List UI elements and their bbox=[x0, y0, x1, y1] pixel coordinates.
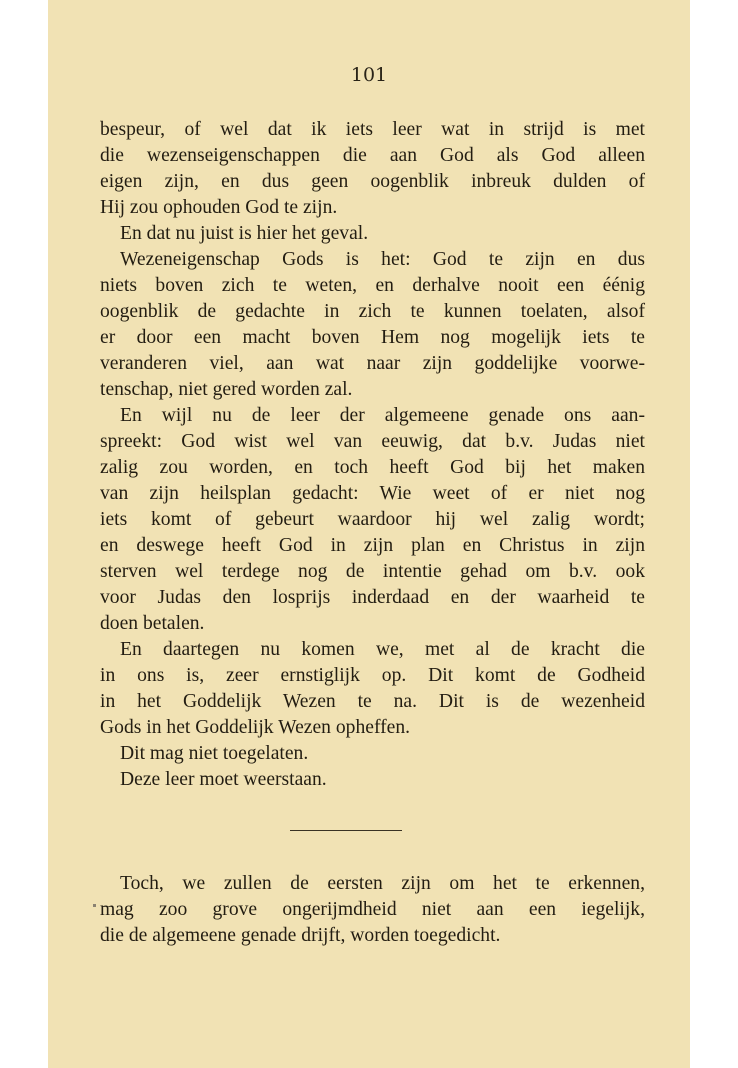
text-line: van zijn heilsplan gedacht: Wie weet of er niet nog bbox=[100, 483, 645, 504]
paragraph-start-line: Wezeneigenschap Gods is het: God te zijn en dus bbox=[120, 249, 645, 270]
text-line: en deswege heeft God in zijn plan en Christus in zijn bbox=[100, 535, 645, 556]
closing-text bbox=[100, 871, 645, 949]
paragraph-start-line: En wijl nu de leer der algemeene genade ons aan- bbox=[120, 405, 645, 426]
text-line: mag zoo grove ongerijmdheid niet aan een iegelijk, bbox=[100, 899, 645, 920]
text-line: Hij zou ophouden God te zijn. bbox=[100, 197, 338, 218]
paragraph-start-line: En daartegen nu komen we, met al de kracht die bbox=[120, 639, 645, 660]
paragraph-start-line: Toch, we zullen de eersten zijn om het te erkennen, bbox=[120, 873, 645, 894]
section-separator-rule bbox=[290, 830, 402, 831]
text-line: in ons is, zeer ernstiglijk op. Dit komt de Godheid bbox=[100, 665, 645, 686]
text-line: oogenblik de gedachte in zich te kunnen toelaten, alsof bbox=[100, 301, 645, 322]
margin-speck bbox=[93, 904, 96, 907]
paragraph-start-line: En dat nu juist is hier het geval. bbox=[120, 223, 369, 244]
main-text bbox=[100, 117, 645, 793]
text-line: spreekt: God wist wel van eeuwig, dat b.v. Judas niet bbox=[100, 431, 645, 452]
book-page bbox=[48, 0, 690, 1068]
text-line: er door een macht boven Hem nog mogelijk iets te bbox=[100, 327, 645, 348]
text-line: doen betalen. bbox=[100, 613, 205, 634]
text-line: Gods in het Goddelijk Wezen opheffen. bbox=[100, 717, 411, 738]
text-line: voor Judas den losprijs inderdaad en der waarheid te bbox=[100, 587, 645, 608]
text-line: sterven wel terdege nog de intentie gehad om b.v. ook bbox=[100, 561, 645, 582]
text-line: iets komt of gebeurt waardoor hij wel zalig wordt; bbox=[100, 509, 645, 530]
page-number: 101 bbox=[350, 64, 388, 86]
text-line: die wezenseigenschappen die aan God als God alleen bbox=[100, 145, 645, 166]
paragraph-start-line: Dit mag niet toegelaten. bbox=[120, 743, 309, 764]
text-line: in het Goddelijk Wezen te na. Dit is de wezenheid bbox=[100, 691, 645, 712]
text-line: tenschap, niet gered worden zal. bbox=[100, 379, 353, 400]
paragraph-start-line: Deze leer moet weerstaan. bbox=[120, 769, 327, 790]
text-line: bespeur, of wel dat ik iets leer wat in strijd is met bbox=[100, 119, 645, 140]
text-line: eigen zijn, en dus geen oogenblik inbreuk dulden of bbox=[100, 171, 645, 192]
text-line: zalig zou worden, en toch heeft God bij het maken bbox=[100, 457, 645, 478]
text-line: die de algemeene genade drijft, worden toegedicht. bbox=[100, 925, 501, 946]
text-line: niets boven zich te weten, en derhalve nooit een éénig bbox=[100, 275, 645, 296]
text-line: veranderen viel, aan wat naar zijn goddelijke voorwe- bbox=[100, 353, 645, 374]
